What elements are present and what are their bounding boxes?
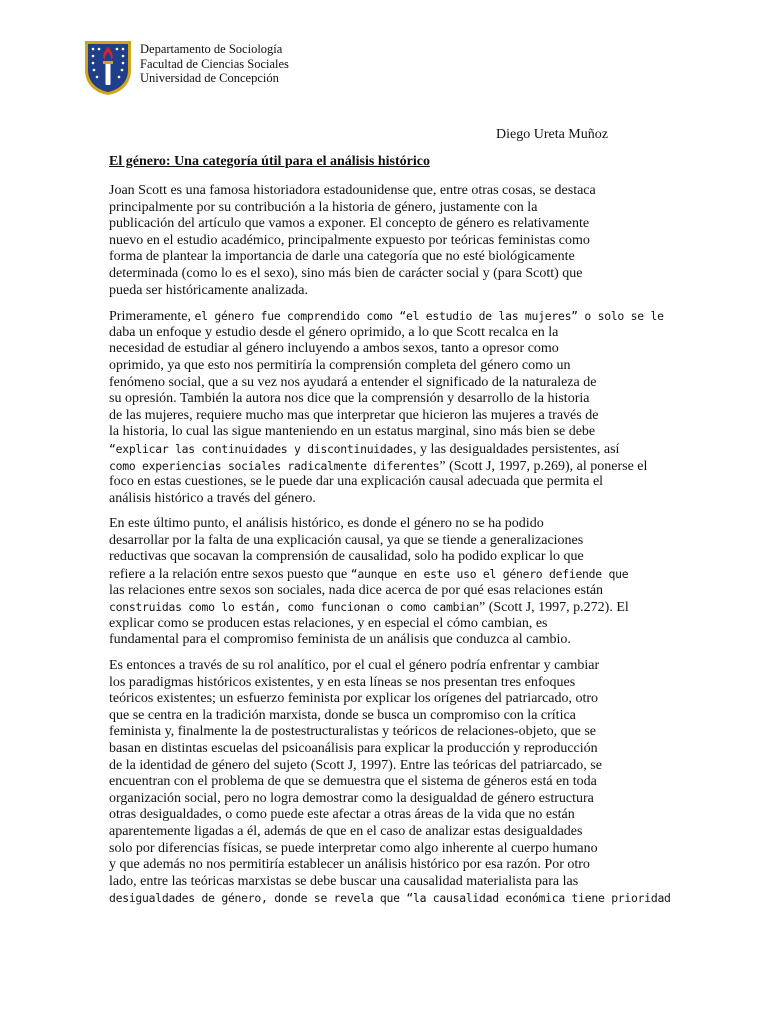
text-segment: lado, entre las teóricas marxistas se debe buscar una causalidad materialista para las bbox=[109, 873, 579, 889]
institution-university: Universidad de Concepción bbox=[140, 71, 279, 85]
text-line bbox=[109, 583, 659, 600]
quoted-text: “explicar las continuidades y discontinuidades bbox=[109, 441, 413, 456]
text-segment: los paradigmas históricos existentes, y en esta líneas se nos presentan tres enfoques bbox=[109, 674, 576, 690]
text-line bbox=[109, 791, 659, 808]
quoted-text: “aunque en este uso el género defiende que bbox=[350, 567, 629, 582]
text-line bbox=[109, 341, 659, 358]
quoted-text: construidas como lo están, como funcionan o como cambian bbox=[109, 600, 480, 615]
institution-faculty: Facultad de Ciencias Sociales bbox=[140, 56, 289, 71]
text-segment: forma de plantear la importancia de darle una categoría que no esté biológicamente bbox=[109, 249, 575, 265]
text-line bbox=[109, 200, 659, 217]
text-segment: En este último punto, el análisis histórico, es donde el género no se ha podido bbox=[109, 516, 544, 532]
text-line bbox=[109, 566, 659, 583]
document-body bbox=[109, 183, 671, 916]
paragraph bbox=[109, 308, 664, 507]
text-line bbox=[109, 774, 659, 791]
text-line bbox=[109, 708, 659, 725]
text-segment: feminista y, finalmente la de postestructuralistas y teóricos de relaciones-objeto, que se bbox=[109, 724, 596, 740]
text-segment: las relaciones entre sexos son sociales, nada dice acerca de por qué esas relaciones están bbox=[109, 582, 604, 598]
text-line bbox=[109, 857, 659, 874]
text-line bbox=[109, 691, 659, 708]
university-seal-logo bbox=[84, 40, 132, 96]
text-segment: oprimido, ya que esto nos permitiría la comprensión completa del género como un bbox=[109, 357, 571, 373]
text-line bbox=[109, 375, 659, 392]
text-line bbox=[109, 358, 659, 375]
text-segment: Es entonces a través de su rol analítico, por el cual el género podría enfrentar y cambiar bbox=[109, 658, 600, 674]
text-segment: nuevo en el estudio académico, principalmente expuesto por teóricas feministas como bbox=[109, 232, 590, 248]
text-line bbox=[109, 491, 659, 508]
text-segment: determinada (como lo es el sexo), sino más bien de carácter social y (para Scott) que bbox=[109, 265, 583, 281]
text-segment: teóricos existentes; un esfuerzo feminista por explicar los orígenes del patriarcado, otro bbox=[109, 691, 599, 707]
text-segment: explicar como se producen estas relaciones, y en especial el cómo cambian, es bbox=[109, 615, 548, 631]
quoted-text: desigualdades de género, donde se revela que “la causalidad económica tiene prioridad bbox=[109, 891, 671, 906]
text-line bbox=[109, 308, 664, 325]
text-line bbox=[109, 599, 659, 616]
text-line bbox=[109, 216, 659, 233]
document-title: El género: Una categoría útil para el análisis histórico bbox=[109, 154, 430, 169]
text-segment: ” (Scott J, 1997, p.272). El bbox=[479, 600, 629, 616]
text-segment: organización social, pero no logra demostrar como la desigualdad de género estructura bbox=[109, 790, 594, 806]
institution-block bbox=[140, 42, 289, 86]
text-line bbox=[109, 441, 659, 458]
text-line bbox=[109, 283, 659, 300]
text-segment: que se centra en la tradición marxista, donde se busca un compromiso con la crítica bbox=[109, 707, 576, 723]
text-line bbox=[109, 424, 659, 441]
text-segment: desarrollar por la falta de una explicación causal, ya que se tiende a generalizaciones bbox=[109, 532, 584, 548]
text-line bbox=[109, 474, 659, 491]
text-line bbox=[109, 724, 659, 741]
text-segment: aparentemente ligadas a él, además de que en el caso de analizar estas desigualdades bbox=[109, 823, 583, 839]
text-segment: de las mujeres, requiere mucho mas que interpretar que hicieron las mujeres a través de bbox=[109, 407, 599, 423]
text-segment: Primeramente, bbox=[109, 309, 195, 325]
text-line bbox=[109, 325, 659, 342]
text-line bbox=[109, 549, 659, 566]
paragraph bbox=[109, 516, 659, 649]
text-segment: otras desigualdades, o como puede este afectar a otras áreas de la vida que no están bbox=[109, 807, 575, 823]
author-name: Diego Ureta Muñoz bbox=[496, 127, 608, 142]
text-line bbox=[109, 516, 659, 533]
paragraph bbox=[109, 658, 671, 907]
text-segment: refiere a la relación entre sexos puesto que bbox=[109, 567, 351, 583]
text-line bbox=[109, 824, 659, 841]
text-line bbox=[109, 183, 659, 200]
text-segment: fundamental para el compromiso feminista de un análisis que conduzca al cambio. bbox=[109, 632, 571, 648]
text-segment: la historia, lo cual las sigue manteniendo en un estatus marginal, sino más bien se debe bbox=[109, 424, 596, 440]
text-line bbox=[109, 890, 671, 907]
text-line bbox=[109, 458, 659, 475]
text-segment: ” (Scott J, 1997, p.269), al ponerse el bbox=[439, 458, 648, 474]
text-line bbox=[109, 658, 659, 675]
text-line bbox=[109, 533, 659, 550]
text-segment: análisis histórico a través del género. bbox=[109, 490, 316, 506]
text-line bbox=[109, 675, 659, 692]
text-segment: de la identidad de género del sujeto (Scott J, 1997). Entre las teóricas del patriarcado, se bbox=[109, 757, 602, 773]
text-segment: foco en estas cuestiones, se le puede dar una explicación causal adecuada que permita el bbox=[109, 474, 604, 490]
text-segment: daba un enfoque y estudio desde el género oprimido, a lo que Scott recalca en la bbox=[109, 324, 559, 340]
text-line bbox=[109, 408, 659, 425]
text-segment: , y las desigualdades persistentes, así bbox=[412, 441, 620, 457]
institution-department: Departamento de Sociología bbox=[140, 42, 283, 56]
text-segment: necesidad de estudiar al género incluyendo a ambos sexos, tanto a opresor como bbox=[109, 341, 559, 357]
text-segment: basan en distintas escuelas del psicoanálisis para explicar la producción y reproducción bbox=[109, 741, 598, 756]
text-line bbox=[109, 807, 659, 824]
text-line bbox=[109, 233, 659, 250]
text-segment: Joan Scott es una famosa historiadora estadounidense que, entre otras cosas, se destaca bbox=[109, 183, 596, 198]
text-line bbox=[109, 616, 659, 633]
text-segment: su opresión. También la autora nos dice que la comprensión y desarrollo de la historia bbox=[109, 391, 590, 407]
text-segment: principalmente por su contribución a la historia de género, justamente con la bbox=[109, 199, 538, 215]
text-segment: pueda ser históricamente analizada. bbox=[109, 282, 309, 298]
text-segment: solo por diferencias físicas, se puede interpretar como algo inherente al cuerpo humano bbox=[109, 840, 598, 856]
quoted-text: el género fue comprendido como “el estudio de las mujeres” o solo se le bbox=[194, 309, 664, 324]
text-segment: encuentran con el problema de que se demuestra que el sistema de géneros está en toda bbox=[109, 774, 597, 790]
text-line bbox=[109, 874, 659, 891]
quoted-text: como experiencias sociales radicalmente diferentes bbox=[109, 458, 440, 473]
text-segment: fenómeno social, que a su vez nos ayudará a entender el significado de la naturaleza de bbox=[109, 374, 597, 390]
text-line bbox=[109, 266, 659, 283]
text-line bbox=[109, 841, 659, 858]
text-segment: y que además no nos permitiría establecer un análisis histórico por esa razón. Por otro bbox=[109, 857, 590, 873]
text-line bbox=[109, 249, 659, 266]
text-line bbox=[109, 758, 659, 775]
text-segment: publicación del artículo que vamos a exponer. El concepto de género es relativamente bbox=[109, 216, 590, 232]
paragraph bbox=[109, 183, 659, 299]
text-line bbox=[109, 391, 659, 408]
text-line bbox=[109, 741, 659, 758]
text-line bbox=[109, 632, 659, 649]
text-segment: reductivas que socavan la comprensión de causalidad, solo ha podido explicar lo que bbox=[109, 549, 584, 565]
